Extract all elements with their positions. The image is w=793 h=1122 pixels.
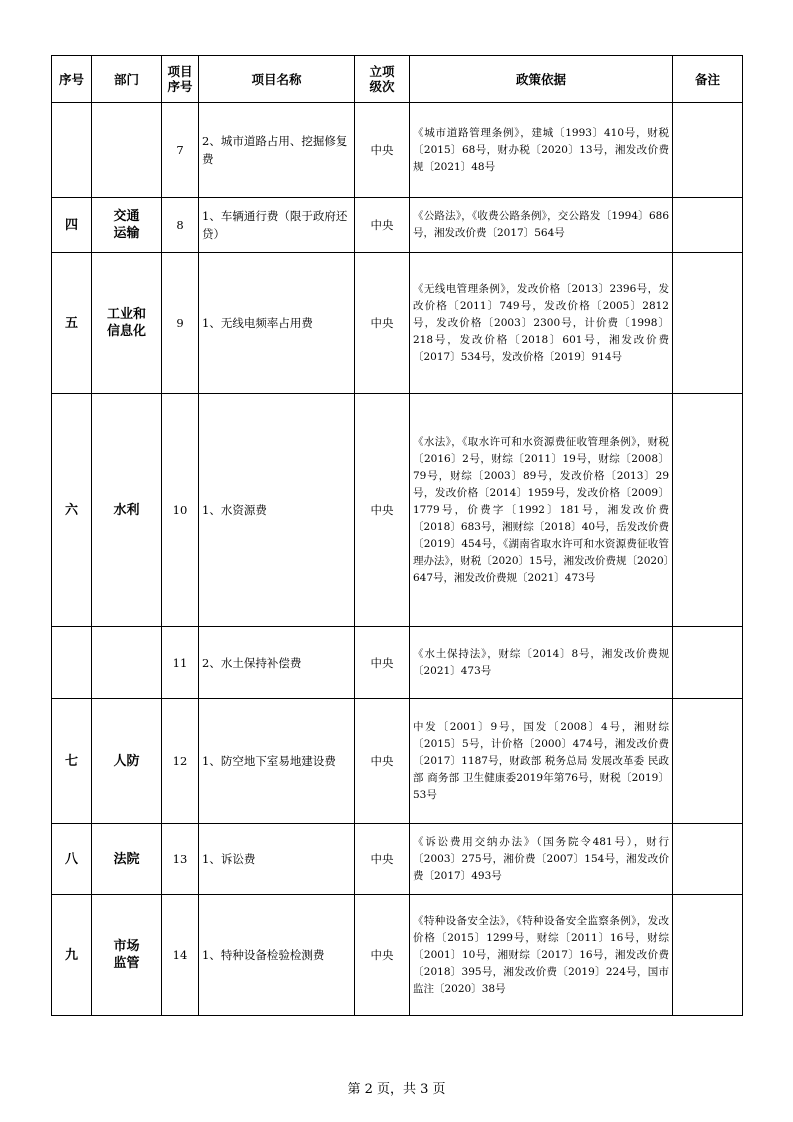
row-name: 2、城市道路占用、挖掘修复费 — [199, 103, 355, 198]
header-level — [355, 56, 410, 103]
table-row — [52, 253, 743, 394]
table-row — [52, 627, 743, 699]
row-idx: 13 — [162, 824, 199, 895]
row-no — [52, 627, 92, 699]
row-level: 中央 — [355, 253, 410, 394]
row-basis: 《诉讼费用交纳办法》（国务院令481号），财行〔2003〕275号，湘价费〔2007〕154号，湘发改价费〔2017〕493号 — [410, 824, 673, 895]
row-name: 1、特种设备检验检测费 — [199, 895, 355, 1016]
row-name: 1、防空地下室易地建设费 — [199, 699, 355, 824]
row-no: 八 — [52, 824, 92, 895]
table-row — [52, 824, 743, 895]
row-dept: 交通 运输 — [92, 198, 162, 253]
row-dept: 水利 — [92, 394, 162, 627]
header-idx-line: 项目 序号 — [167, 64, 193, 94]
fee-table — [51, 55, 743, 1016]
row-no: 四 — [52, 198, 92, 253]
row-idx: 11 — [162, 627, 199, 699]
row-no: 七 — [52, 699, 92, 824]
row-dept: 工业和 信息化 — [92, 253, 162, 394]
row-idx: 9 — [162, 253, 199, 394]
row-idx: 7 — [162, 103, 199, 198]
row-idx: 14 — [162, 895, 199, 1016]
row-idx: 8 — [162, 198, 199, 253]
page-number: 第 2 页，共 3 页 — [347, 1082, 446, 1097]
header-remark: 备注 — [673, 56, 743, 103]
row-basis: 中发〔2001〕9号，国发〔2008〕4号，湘财综〔2015〕5号，计价格〔2000〕474号，湘发改价费〔2017〕1187号，财政部 税务总局 发展改革委 民政部 商务部 卫生健康委2019年第76号，财税〔2019〕53号 — [410, 699, 673, 824]
row-remark — [673, 198, 743, 253]
row-no: 五 — [52, 253, 92, 394]
row-name: 2、水土保持补偿费 — [199, 627, 355, 699]
header-basis: 政策依据 — [410, 56, 673, 103]
row-basis: 《水土保持法》，财综〔2014〕8号，湘发改价费规〔2021〕473号 — [410, 627, 673, 699]
row-basis: 《水法》，《取水许可和水资源费征收管理条例》，财税〔2016〕2号，财综〔2011〕19号，财综〔2008〕79号，财综〔2003〕89号，发改价格〔2013〕29号，发改价格〔2014〕1959号，发改价格〔2009〕1779号，价费字〔1992〕181号，湘发改价费〔2018〕683号，湘财综〔2018〕40号，岳发改价费〔2019〕454号，《湖南省取水许可和水资源费征收管理办法》，财税〔2020〕15号，湘发改价费规〔2020〕647号，湘发改价费规〔2021〕473号 — [410, 394, 673, 627]
row-level: 中央 — [355, 394, 410, 627]
row-remark — [673, 824, 743, 895]
header-row — [52, 56, 743, 103]
row-name: 1、诉讼费 — [199, 824, 355, 895]
row-remark — [673, 103, 743, 198]
row-dept: 人防 — [92, 699, 162, 824]
row-level: 中央 — [355, 103, 410, 198]
row-level: 中央 — [355, 699, 410, 824]
header-dept: 部门 — [92, 56, 162, 103]
row-dept: 市场 监管 — [92, 895, 162, 1016]
table-row — [52, 394, 743, 627]
table-row — [52, 103, 743, 198]
row-level: 中央 — [355, 627, 410, 699]
header-level-line: 立项 级次 — [369, 64, 395, 94]
row-remark — [673, 253, 743, 394]
header-name: 项目名称 — [199, 56, 355, 103]
row-remark — [673, 394, 743, 627]
table-row — [52, 198, 743, 253]
row-basis: 《特种设备安全法》，《特种设备安全监察条例》，发改价格〔2015〕1299号，财综〔2011〕16号，财综〔2001〕10号，湘财综〔2017〕16号，湘发改价费〔2018〕395号，湘发改价费〔2019〕224号，国市监注〔2020〕38号 — [410, 895, 673, 1016]
row-idx: 12 — [162, 699, 199, 824]
row-no — [52, 103, 92, 198]
row-level: 中央 — [355, 198, 410, 253]
row-basis: 《公路法》，《收费公路条例》，交公路发〔1994〕686号，湘发改价费〔2017〕564号 — [410, 198, 673, 253]
row-idx: 10 — [162, 394, 199, 627]
header-no: 序号 — [52, 56, 92, 103]
row-dept — [92, 103, 162, 198]
row-no: 六 — [52, 394, 92, 627]
row-level: 中央 — [355, 824, 410, 895]
row-basis: 《城市道路管理条例》，建城〔1993〕410号，财税〔2015〕68号，财办税〔2020〕13号，湘发改价费规〔2021〕48号 — [410, 103, 673, 198]
row-remark — [673, 895, 743, 1016]
row-remark — [673, 627, 743, 699]
row-name: 1、无线电频率占用费 — [199, 253, 355, 394]
table-row — [52, 895, 743, 1016]
table-row — [52, 699, 743, 824]
row-name: 1、车辆通行费（限于政府还贷） — [199, 198, 355, 253]
row-dept — [92, 627, 162, 699]
row-name: 1、水资源费 — [199, 394, 355, 627]
row-remark — [673, 699, 743, 824]
header-idx — [162, 56, 199, 103]
row-no: 九 — [52, 895, 92, 1016]
row-level: 中央 — [355, 895, 410, 1016]
row-dept: 法院 — [92, 824, 162, 895]
row-basis: 《无线电管理条例》，发改价格〔2013〕2396号，发改价格〔2011〕749号，发改价格〔2005〕2812号，发改价格〔2003〕2300号，计价费〔1998〕218号，发改价格〔2018〕601号，湘发改价费〔2017〕534号，发改价格〔2019〕914号 — [410, 253, 673, 394]
